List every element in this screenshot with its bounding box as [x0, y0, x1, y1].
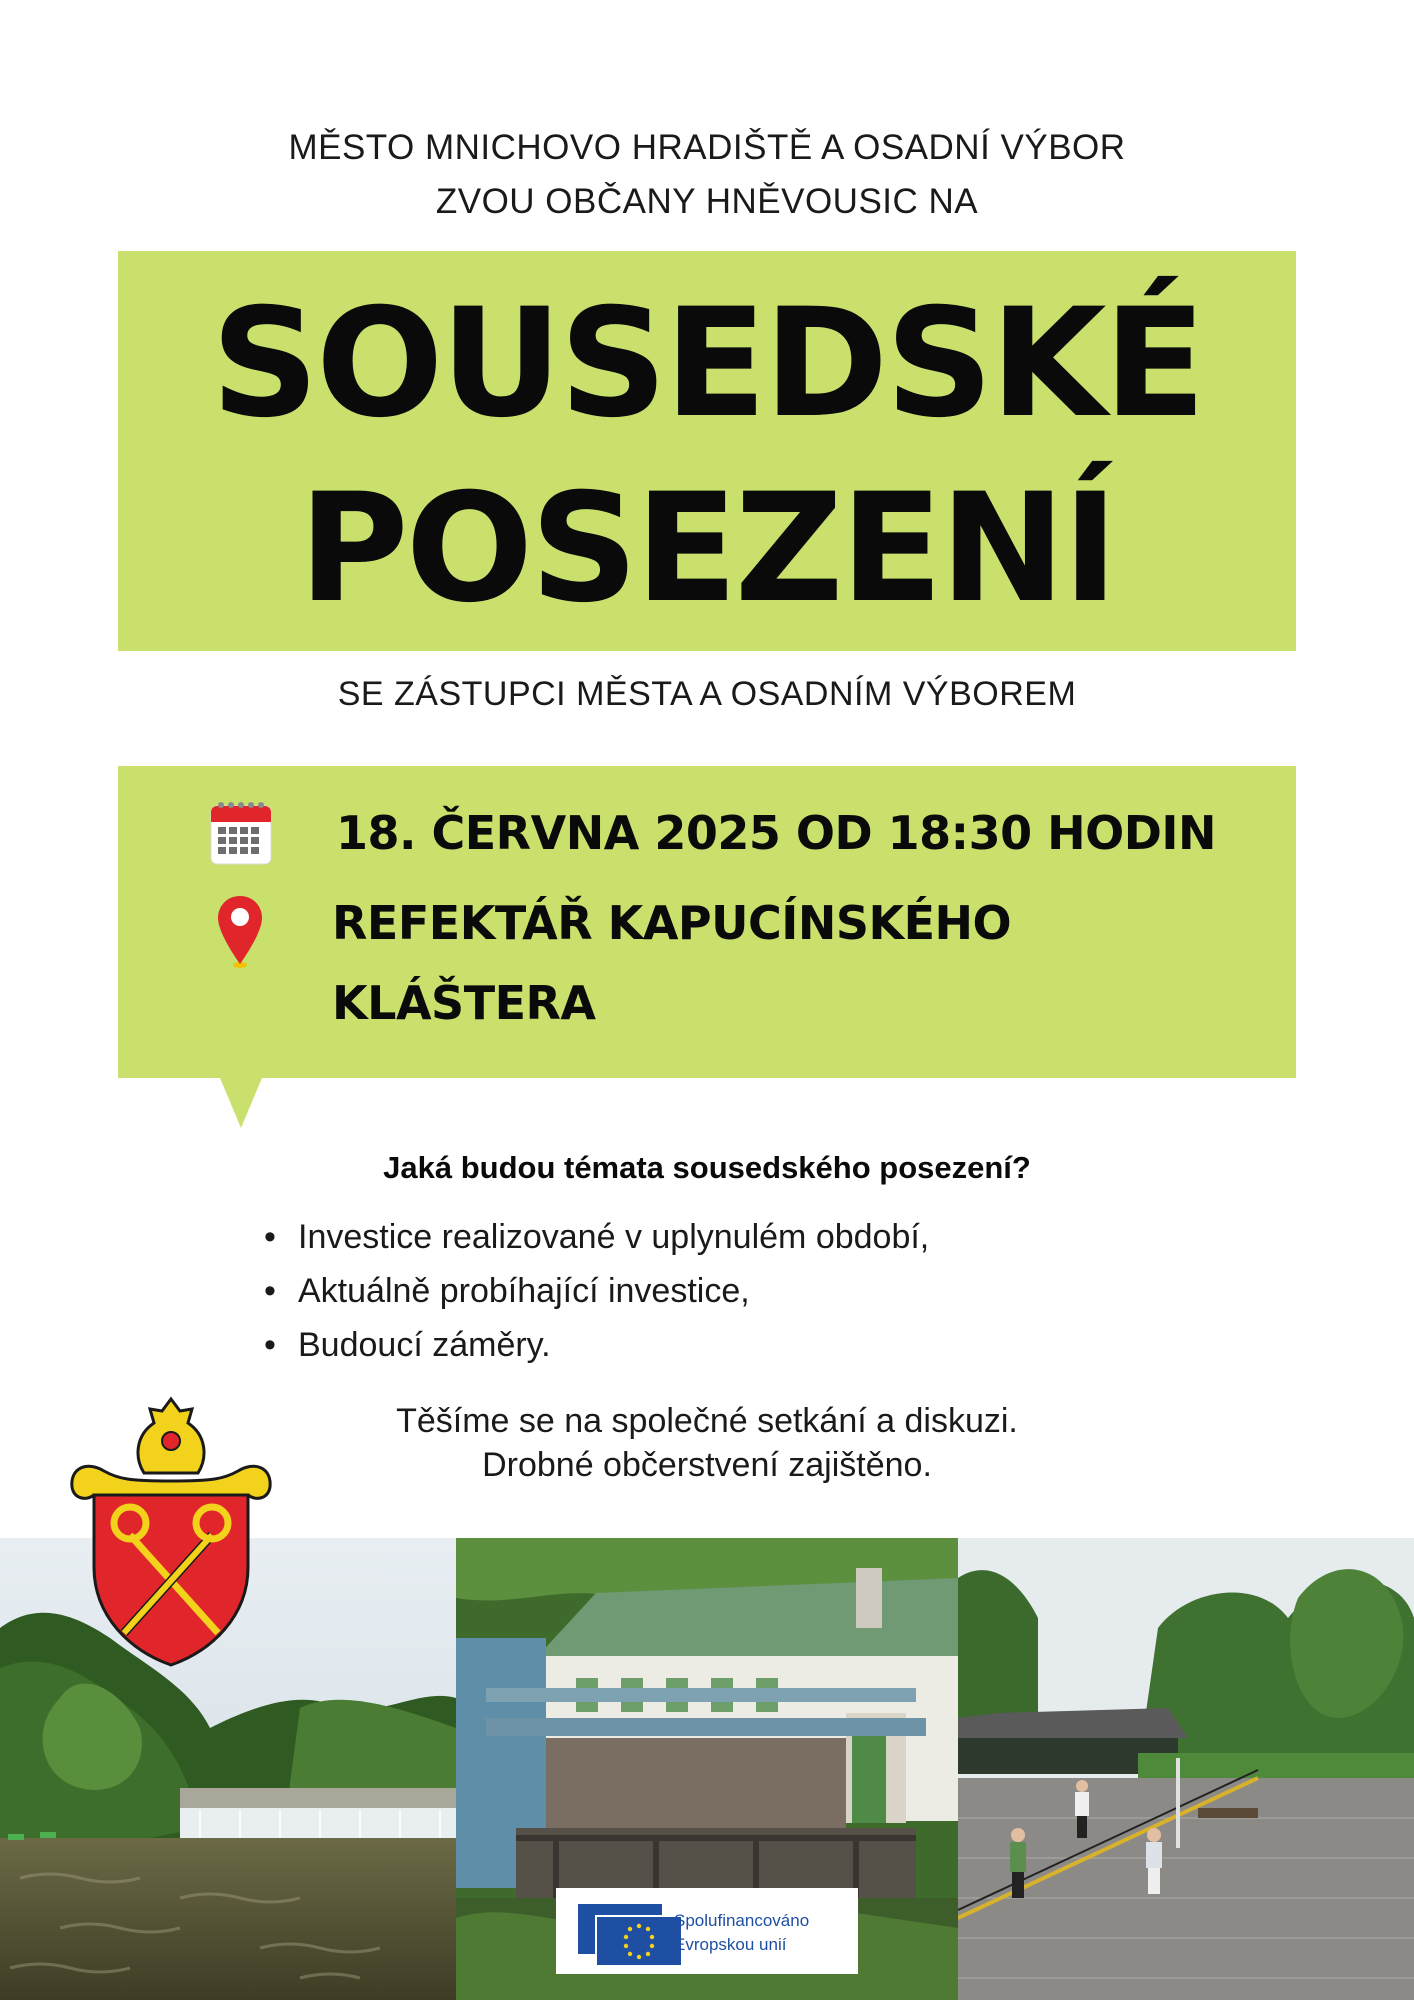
invitation-line-2: ZVOU OBČANY HNĚVOUSIC NA	[435, 182, 979, 221]
topics-heading: Jaká budou témata sousedského posezení?	[383, 1150, 1031, 1185]
eu-badge-line-2: Evropskou unií	[674, 1935, 787, 1954]
event-place-line-2: KLÁŠTERA	[332, 976, 596, 1030]
speech-bubble-tail	[220, 1078, 262, 1128]
list-item: • Budoucí záměry.	[262, 1318, 929, 1372]
title-line-2: POSEZENÍ	[298, 462, 1116, 636]
list-item: • Aktuálně probíhající investice,	[262, 1264, 929, 1318]
title-banner	[118, 251, 1296, 651]
eu-badge-line-1: Spolufinancováno	[674, 1911, 810, 1930]
map-pin-icon	[216, 894, 264, 970]
list-item: • Investice realizované v uplynulém období,	[262, 1210, 929, 1264]
subtitle: SE ZÁSTUPCI MĚSTA A OSADNÍM VÝBOREM	[337, 675, 1077, 713]
event-place-line-1: REFEKTÁŘ KAPUCÍNSKÉHO	[332, 896, 1012, 950]
invitation-line-1: MĚSTO MNICHOVO HRADIŠTĚ A OSADNÍ VÝBOR	[288, 128, 1126, 167]
topics-list	[262, 1210, 929, 1372]
eu-flag-icon	[578, 1904, 682, 1966]
eu-cofunding-badge	[556, 1888, 858, 1974]
closing-line-1: Těšíme se na společné setkání a diskuzi.	[396, 1402, 1018, 1440]
event-info-box	[118, 766, 1296, 1078]
coat-of-arms-icon	[68, 1395, 274, 1670]
sports-field-photo	[958, 1538, 1414, 2000]
title-line-1: SOUSEDSKÉ	[210, 277, 1204, 451]
event-date: 18. ČERVNA 2025 OD 18:30 HODIN	[336, 806, 1217, 860]
closing-line-2: Drobné občerstvení zajištěno.	[482, 1446, 932, 1484]
calendar-icon	[210, 800, 272, 866]
